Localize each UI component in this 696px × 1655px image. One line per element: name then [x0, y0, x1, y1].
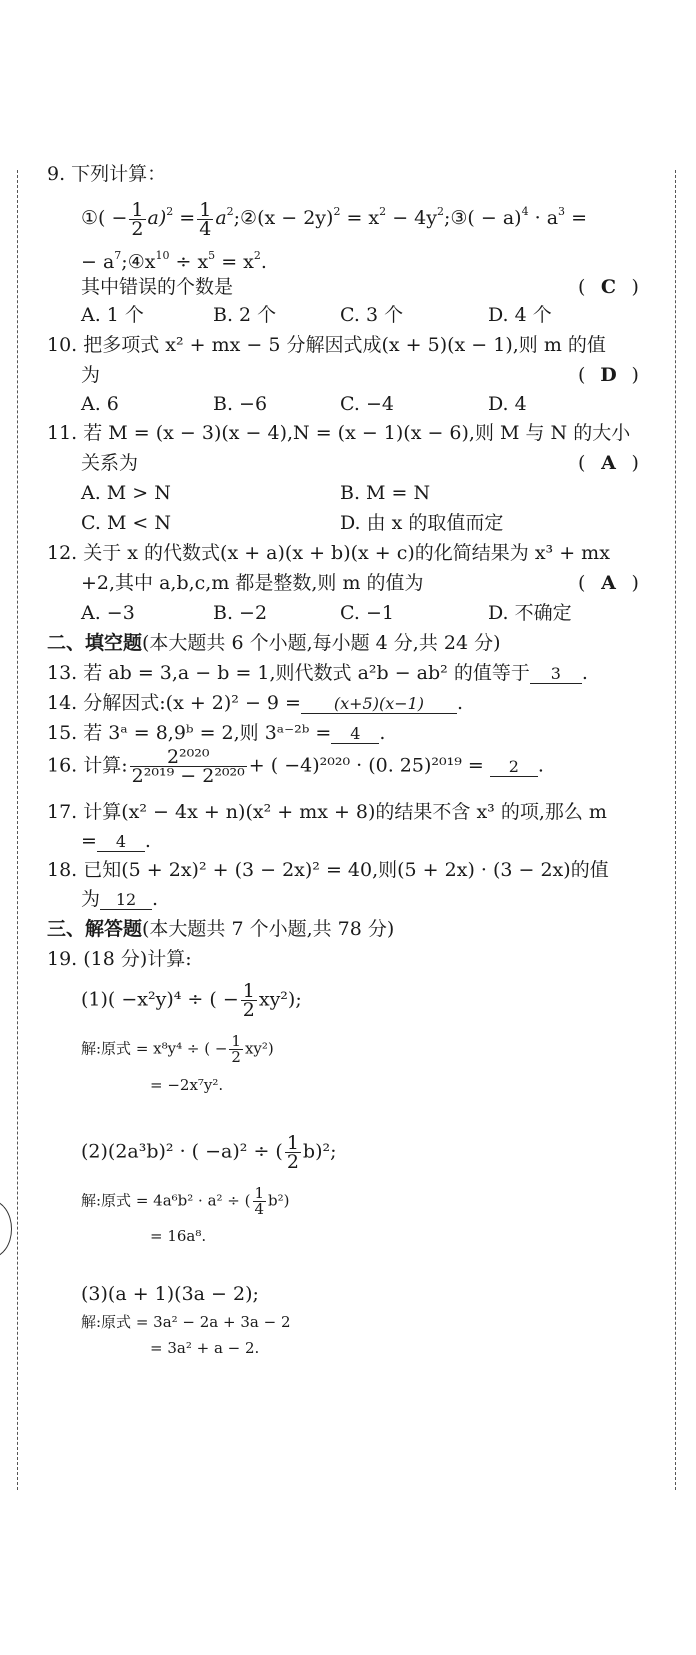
q11-answer-bracket: ( A ): [578, 452, 639, 474]
q12-option-c: C. −1: [340, 602, 394, 624]
q10-answer: D: [600, 364, 617, 386]
q19-part2-solution-line2: = 16a⁸.: [150, 1227, 207, 1245]
q12-line2: +2,其中 a,b,c,m 都是整数,则 m 的值为: [81, 572, 424, 594]
q15: 15. 若 3ᵃ = 8,9ᵇ = 2,则 3ᵃ⁻²ᵇ = 4 .: [47, 722, 386, 744]
q13-fill: 3: [530, 665, 582, 684]
q11-answer: A: [601, 452, 616, 474]
q18-fill: 12: [100, 891, 152, 910]
q12-line1: 12. 关于 x 的代数式(x + a)(x + b)(x + c)的化简结果为 x³ + mx: [47, 542, 610, 564]
q12-option-a: A. −3: [81, 602, 135, 624]
q12-option-d: D. 不确定: [488, 602, 572, 624]
fraction-one-half: $\frac{1}{2}$: [131, 198, 144, 240]
q9-answer: C: [600, 276, 617, 298]
q12-answer-bracket: ( A ): [578, 572, 639, 594]
q19-part3: (3)(a + 1)(3a − 2);: [81, 1283, 259, 1305]
q19-part1: (1)( −x²y)⁴ ÷ ( − $\frac{1}{2}$ xy²);: [81, 980, 302, 1021]
left-binding-line: [17, 170, 18, 1490]
q16-fraction: $\frac{\text{2²⁰²⁰}}{\text{2²⁰¹⁹ − 2²⁰²⁰}}$: [131, 746, 245, 787]
q19-part2: (2)(2a³b)² · ( −a)² ÷ ( $\frac{1}{2}$ b)²;: [81, 1132, 337, 1173]
q11-line2: 关系为: [81, 452, 139, 474]
q10-answer-bracket: ( D ): [578, 364, 639, 386]
q10-line1: 10. 把多项式 x² + mx − 5 分解因式成(x + 5)(x − 1),则 m 的值: [47, 334, 606, 356]
q17-line2: = 4 .: [81, 830, 151, 852]
q10-option-d: D. 4: [488, 393, 527, 415]
q9-line2: − $a^7;④x^{10} \div x^5 = x^2$.: [81, 249, 267, 273]
q18-line2: 为 12 .: [81, 888, 159, 910]
q17-line1: 17. 计算(x² − 4x + n)(x² + mx + 8)的结果不含 x³ 的项,那么 m: [47, 801, 607, 823]
q13: 13. 若 ab = 3,a − b = 1,则代数式 a²b − ab² 的值等于 3 .: [47, 662, 588, 684]
fraction-one-quarter: $\frac{1}{4}$: [254, 1184, 265, 1218]
q10-option-b: B. −6: [213, 393, 268, 415]
section-3-heading: 三、解答题(本大题共 7 个小题,共 78 分): [47, 918, 395, 940]
q19-part3-solution-line1: 解:原式 = 3a² − 2a + 3a − 2: [81, 1313, 291, 1331]
q9-line1: ①( − $\frac{1}{2}$ a)$^2$ = $\frac{1}{4}$ $a^2;②(x - 2y)^2 = x^2$ − $4y^2;③( - a)^4 \cdot a^3$ =: [81, 198, 587, 240]
q12-answer: A: [601, 572, 616, 594]
margin-arc-mark: [0, 1200, 12, 1258]
q12-option-b: B. −2: [213, 602, 268, 624]
q9-head: 9. 下列计算：: [47, 163, 167, 185]
q9-answer-bracket: ( C ): [578, 276, 639, 298]
q11-option-b: B. M = N: [340, 482, 431, 504]
q10-option-a: A. 6: [81, 393, 119, 415]
q11-option-d: D. 由 x 的取值而定: [340, 512, 504, 534]
fraction-one-half: $\frac{1}{2}$: [231, 1032, 241, 1066]
fraction-one-quarter: $\frac{1}{4}$: [199, 198, 212, 240]
q16: 16. 计算: $\frac{\text{2²⁰²⁰}}{\text{2²⁰¹⁹ − 2²⁰²⁰}}$ + ( −4)²⁰²⁰ · (0. 25)²⁰¹⁹ = 2 .: [47, 746, 544, 787]
q11-line1: 11. 若 M = (x − 3)(x − 4),N = (x − 1)(x − 6),则 M 与 N 的大小: [47, 422, 631, 444]
q11-option-a: A. M > N: [81, 482, 171, 504]
fraction-one-half: $\frac{1}{2}$: [286, 1132, 299, 1173]
q16-fill: 2: [490, 758, 538, 777]
fraction-one-half: $\frac{1}{2}$: [242, 980, 255, 1021]
right-binding-line: [675, 170, 676, 1490]
q11-option-c: C. M < N: [81, 512, 172, 534]
q14: 14. 分解因式:(x + 2)² − 9 = (x+5)(x−1) .: [47, 692, 463, 714]
q19-head: 19. (18 分)计算:: [47, 948, 192, 970]
q18-line1: 18. 已知(5 + 2x)² + (3 − 2x)² = 40,则(5 + 2x) · (3 − 2x)的值: [47, 859, 609, 881]
q9-option-c: C. 3 个: [340, 304, 404, 326]
q9-prompt: 其中错误的个数是: [81, 276, 234, 298]
q10-line2: 为: [81, 364, 101, 386]
q17-fill: 4: [97, 833, 145, 852]
section-2-heading: 二、填空题(本大题共 6 个小题,每小题 4 分,共 24 分): [47, 632, 501, 654]
q10-option-c: C. −4: [340, 393, 394, 415]
q19-part3-solution-line2: = 3a² + a − 2.: [150, 1339, 260, 1357]
q19-part1-solution-line2: = −2x⁷y².: [150, 1076, 224, 1094]
q19-part1-solution-line1: 解:原式 = x⁸y⁴ ÷ ( − $\frac{1}{2}$ xy²): [81, 1032, 274, 1066]
q9-option-b: B. 2 个: [213, 304, 277, 326]
q15-fill: 4: [331, 725, 379, 744]
q19-part2-solution-line1: 解:原式 = 4a⁶b² · a² ÷ ( $\frac{1}{4}$ b²): [81, 1184, 290, 1218]
q9-option-a: A. 1 个: [81, 304, 144, 326]
q9-option-d: D. 4 个: [488, 304, 552, 326]
q14-fill: (x+5)(x−1): [301, 695, 457, 714]
